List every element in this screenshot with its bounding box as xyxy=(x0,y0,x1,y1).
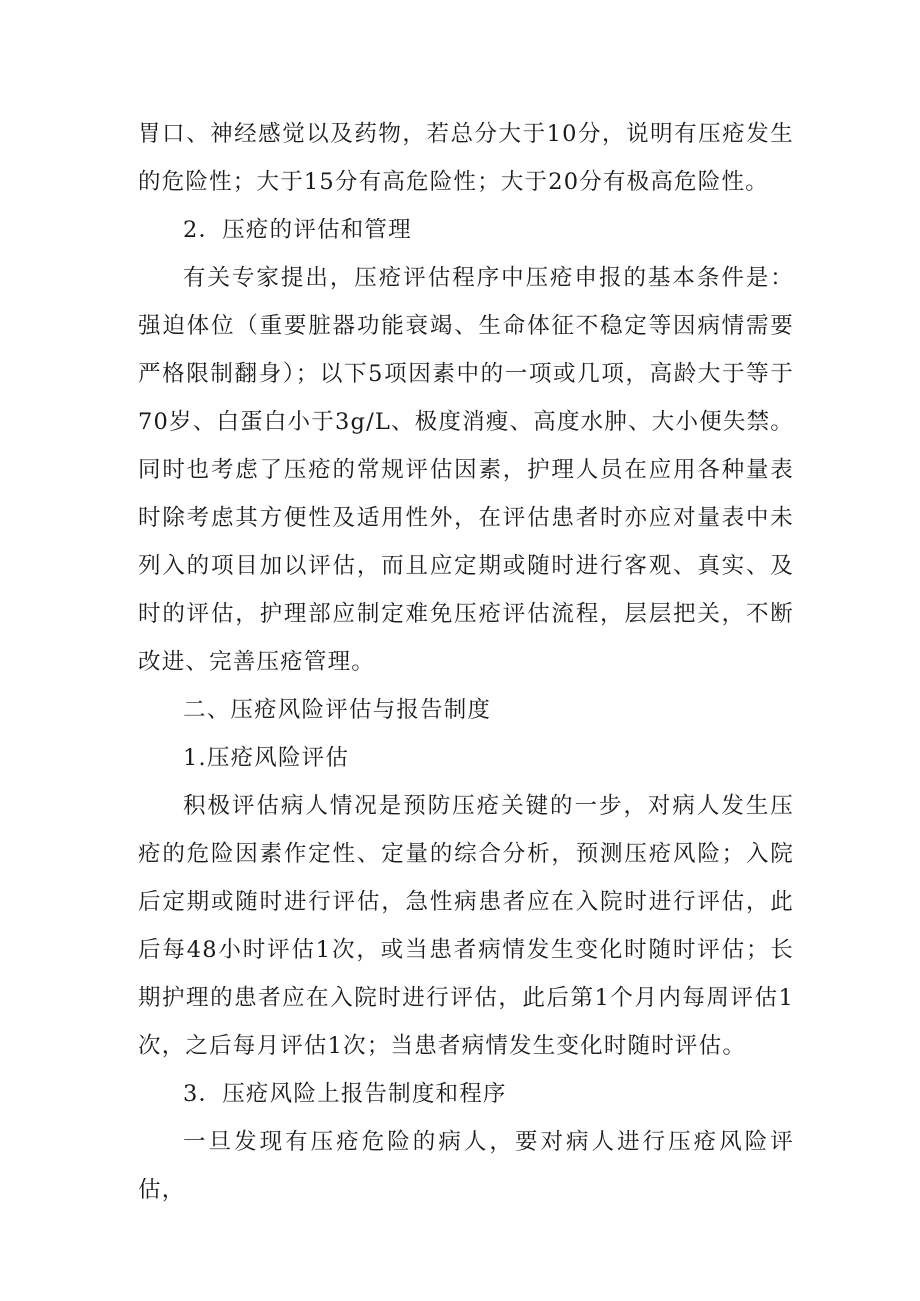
heading-risk-assessment: 1.压疮风险评估 xyxy=(183,745,350,771)
heading-report-procedure: 3．压疮风险上报告制度和程序 xyxy=(183,1081,507,1107)
document-body xyxy=(138,110,794,1214)
paragraph-continued: 胃口、神经感觉以及药物，若总分大于10分，说明有压疮发生的危险性；大于15分有高危险性；大于20分有极高危险性。 xyxy=(138,121,794,195)
heading-assessment-management: 2．压疮的评估和管理 xyxy=(183,217,412,243)
section-heading-risk-report: 二、压疮风险评估与报告制度 xyxy=(183,697,492,723)
paragraph-report-start: 一旦发现有压疮危险的病人，要对病人进行压疮风险评估， xyxy=(138,1129,794,1203)
paragraph-risk-assessment: 积极评估病人情况是预防压疮关键的一步，对病人发生压疮的危险因素作定性、定量的综合分析，预测压疮风险；入院后定期或随时进行评估，急性病患者应在入院时进行评估，此后每48小时评估1次，或当患者病情发生变化时随时评估；长期护理的患者应在入院时进行评估，此后第1个月内每周评估1次，之后每月评估1次；当患者病情发生变化时随时评估。 xyxy=(138,793,794,1059)
paragraph-expert-criteria: 有关专家提出，压疮评估程序中压疮申报的基本条件是：强迫体位（重要脏器功能衰竭、生命体征不稳定等因病情需要严格限制翻身）；以下5项因素中的一项或几项，高龄大于等于70岁、白蛋白小于3g/L、极度消瘦、高度水肿、大小便失禁。同时也考虑了压疮的常规评估因素，护理人员在应用各种量表时除考虑其方便性及适用性外，在评估患者时亦应对量表中未列入的项目加以评估，而且应定期或随时进行客观、真实、及时的评估，护理部应制定难免压疮评估流程，层层把关，不断改进、完善压疮管理。 xyxy=(138,265,794,675)
